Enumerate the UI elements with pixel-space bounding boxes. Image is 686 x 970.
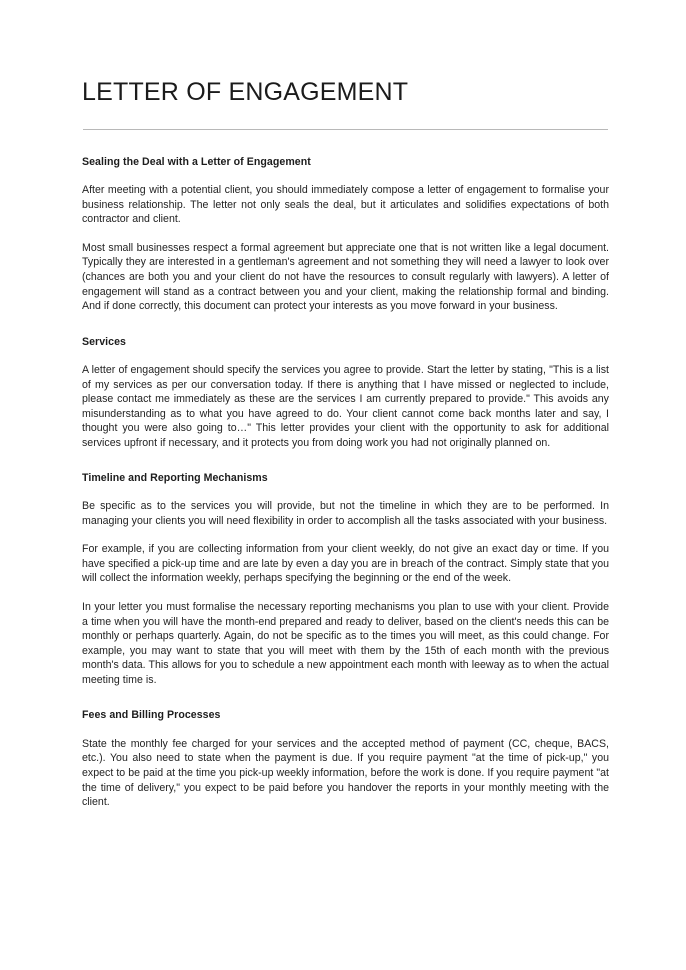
paragraph: State the monthly fee charged for your services and the accepted method of payment (CC, cheque, BACS, etc.). You also need to state when the payment is due. If you require payment "at the time of pick-up," you expect to be paid at the time you pick-up weekly information, before the work is done. If you require payment "at the time of delivery," you expect to be paid before you handover the reports in your monthly meeting with the client.	[82, 737, 609, 809]
paragraph: Most small businesses respect a formal agreement but appreciate one that is not written like a legal document. Typically they are interested in a gentleman's agreement and not something they will need a lawyer to look over (chances are both you and your client do not have the resources to consult regularly with lawyers). A letter of engagement will stand as a contract between you and your client, making the relationship formal and binding. And if done correctly, this document can protect your interests as you move forward in your business.	[82, 241, 609, 313]
paragraph: Be specific as to the services you will provide, but not the timeline in which they are to be performed. In managing your clients you will need flexibility in order to accomplish all the tasks associated with your business.	[82, 499, 609, 527]
section-heading-sealing-the-deal: Sealing the Deal with a Letter of Engagement	[82, 155, 311, 168]
section-heading-fees-and-billing-processes: Fees and Billing Processes	[82, 709, 221, 722]
paragraph: After meeting with a potential client, you should immediately compose a letter of engagement to formalise your business relationship. The letter not only seals the deal, but it articulates and solidifies expectations of both contractor and client.	[82, 184, 609, 226]
title-divider	[83, 129, 608, 130]
page-title: LETTER OF ENGAGEMENT	[82, 78, 409, 106]
section-heading-timeline-and-reporting-mechanisms: Timeline and Reporting Mechanisms	[82, 471, 268, 484]
paragraph: In your letter you must formalise the necessary reporting mechanisms you plan to use with your client. Provide a time when you will have the month-end prepared and ready to deliver, based on the client's needs this can be monthly or perhaps quarterly. Again, do not be specific as to the times you will meet, as this could change. For example, you may want to state that you will meet with them by the 15th of each month with the previous month's data. This allows for you to schedule a new appointment each month with leeway as to when the actual meeting time is.	[82, 600, 609, 686]
paragraph: A letter of engagement should specify the services you agree to provide. Start the letter by stating, "This is a list of my services as per our conversation today. If there is anything that I have missed or neglected to include, please contact me immediately as these are the services I am currently prepared to provide." This avoids any misunderstanding as to what you have agreed to do. Your client cannot come back months later and say, I thought you were also going to…" This letter provides your client with the opportunity to ask for additional services upfront if necessary, and it protects you from doing work you had not originally planned on.	[82, 364, 609, 450]
paragraph: For example, if you are collecting information from your client weekly, do not give an exact day or time. If you have specified a pick-up time and are late by even a day you are in breach of the contract. Simply state that you will collect the information weekly, perhaps specifying the beginning or the end of the week.	[82, 543, 609, 585]
section-heading-services: Services	[82, 335, 126, 348]
document-content	[82, 0, 609, 810]
